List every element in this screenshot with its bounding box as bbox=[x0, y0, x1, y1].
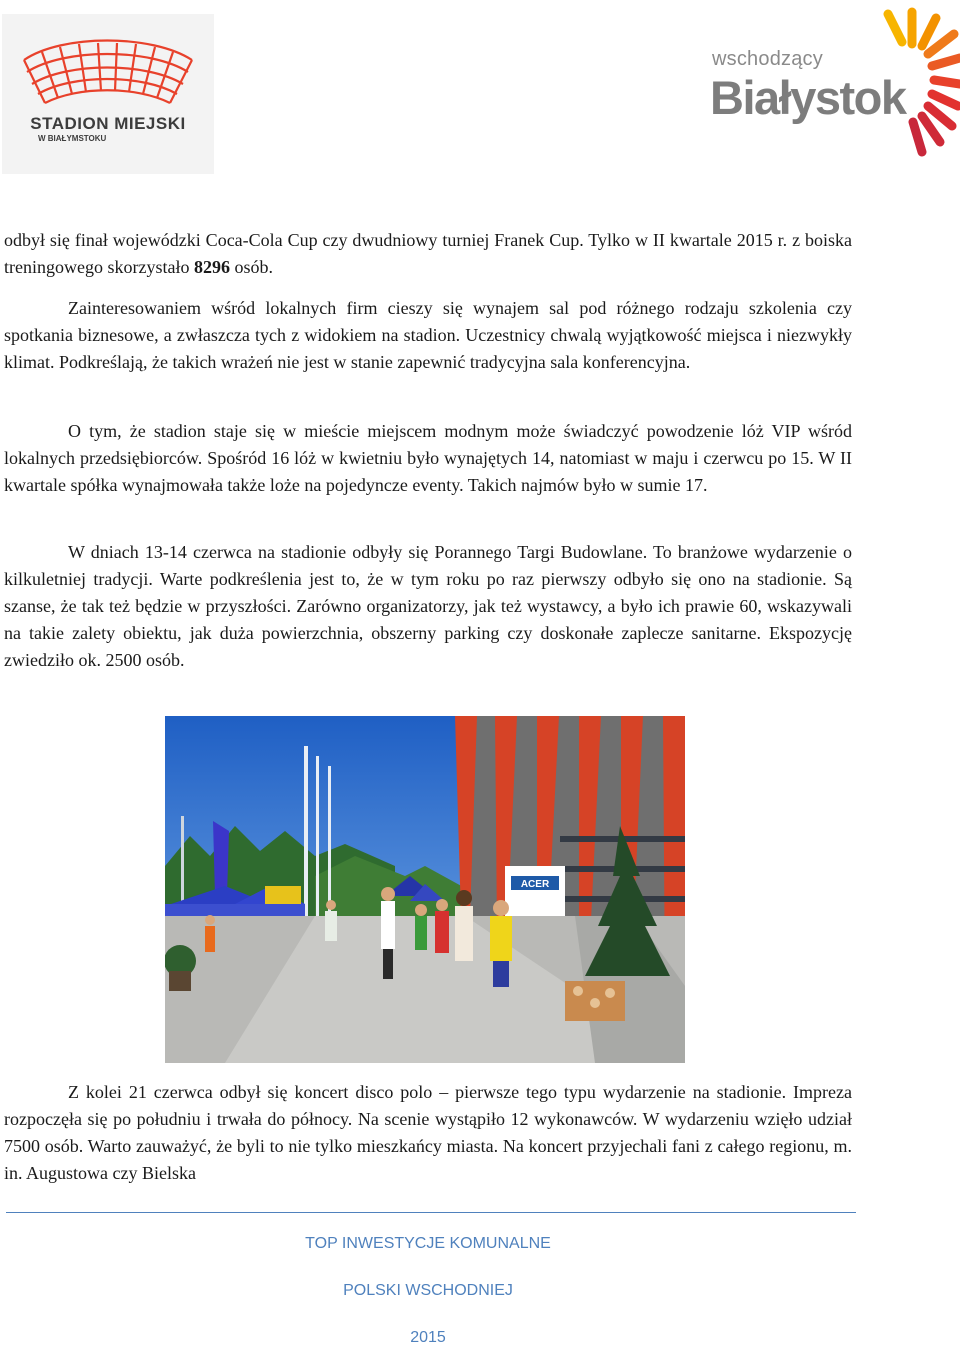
paragraph-1-text: odbył się finał wojewódzki Coca-Cola Cup czy dwudniowy turniej Franek Cup. Tylko w II kwartale 2015 r. z boiska treningowego skorzystało bbox=[4, 230, 852, 277]
fair-photo bbox=[165, 716, 685, 1063]
paragraph-2: Zainteresowaniem wśród lokalnych firm cieszy się wynajem sal pod różnego rodzaju szkolenia czy spotkania biznesowe, a zwłaszcza tych z widokiem na stadion. Uczestnicy chwalą wyjątkowość miejsca i niezwykły klimat. Podkreślają, że takich wrażeń nie jest w stanie zapewnić tradycyjna sala konferencyjna. bbox=[4, 298, 852, 372]
kiosk-sign: ACER bbox=[520, 879, 550, 890]
logo-city: Białystok bbox=[710, 71, 906, 124]
footer-line-3: 2015 bbox=[410, 1329, 446, 1346]
paragraph-1 bbox=[4, 227, 852, 281]
logo-subtitle: W BIAŁYMSTOKU bbox=[38, 134, 107, 143]
footer-divider bbox=[6, 1212, 856, 1213]
paragraph-1-bold: 8296 bbox=[193, 257, 230, 277]
footer-line-2: POLSKI WSCHODNIEJ bbox=[343, 1282, 513, 1299]
paragraph-5: Z kolei 21 czerwca odbył się koncert disco polo – pierwsze tego typu wydarzenie na stadionie. Impreza rozpoczęła się po południu i trwała do północy. Na scenie wystąpiło 12 wykonawców. W wydarzeniu wzięło udział 7500 osób. Warto zauważyć, że byli to nie tylko mieszkańcy miasta. Na koncert przyjechali fani z całego regionu, m. in. Augustowa czy Bielska bbox=[4, 1082, 852, 1183]
stadium-icon bbox=[2, 14, 214, 114]
paragraph-1-after: osób. bbox=[229, 257, 273, 277]
paragraph-3: O tym, że stadion staje się w mieście miejscem modnym może świadczyć powodzenie lóż VIP wśród lokalnych przedsiębiorców. Spośród 16 lóż w kwietniu było wynajętych 14, natomiast w maju i czerwcu po 15. W II kwartale spółka wynajmowała także loże na pojedyncze eventy. Takich najmów było w sumie 17. bbox=[4, 421, 852, 495]
wschodzacy-bialystok-logo bbox=[708, 0, 960, 170]
stadium-fair-illustration bbox=[165, 716, 685, 1063]
footer-line-1: TOP INWESTYCJE KOMUNALNE bbox=[305, 1235, 551, 1252]
logo-title: STADION MIEJSKI bbox=[30, 114, 186, 133]
stadion-miejski-logo bbox=[2, 14, 214, 174]
paragraph-4: W dniach 13-14 czerwca na stadionie odbyły się Porannego Targi Budowlane. To branżowe wydarzenie o kilkuletniej tradycji. Warte podkreślenia jest to, że w tym roku po raz pierwszy odbyło się ono na stadionie. Są szanse, że tak też będzie w przyszłości. Zarówno organizatorzy, jak też wystawcy, a było ich prawie 60, wskazywali na takie zalety obiektu, jak duża powierzchnia, obszerny parking czy doskonałe zaplecze sanitarne. Ekspozycję zwiedziło ok. 2500 osób. bbox=[4, 542, 852, 670]
logo-tagline: wschodzący bbox=[712, 48, 823, 70]
